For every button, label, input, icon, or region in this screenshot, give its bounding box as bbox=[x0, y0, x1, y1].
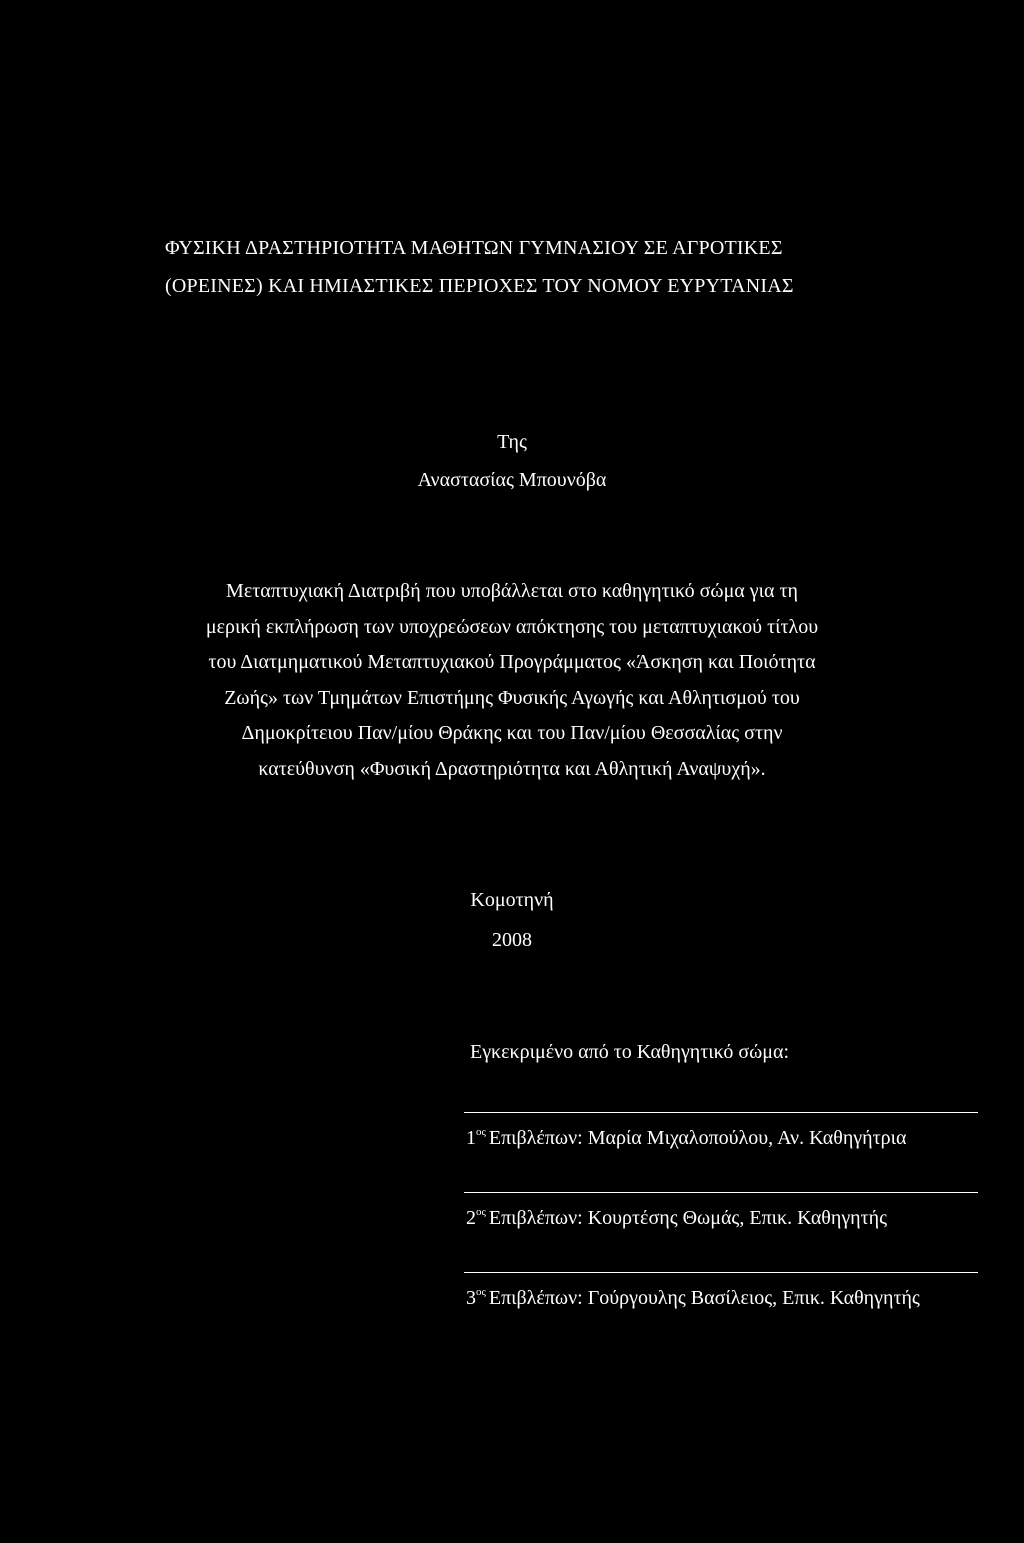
place-and-date bbox=[0, 880, 1024, 960]
member-ordinal-suffix: ος bbox=[476, 1206, 486, 1218]
signature-line bbox=[464, 1272, 978, 1273]
thesis-statement-line: κατεύθυνση «Φυσική Δραστηριότητα και Αθλητική Αναψυχή». bbox=[258, 757, 766, 780]
thesis-title-line-2: (ΟΡΕΙΝΕΣ) ΚΑΙ ΗΜΙΑΣΤΙΚΕΣ ΠΕΡΙΟΧΕΣ ΤΟΥ ΝΟΜΟΥ ΕΥΡΥΤΑΝΙΑΣ bbox=[165, 275, 794, 297]
author-block bbox=[0, 423, 1024, 499]
committee-member-text bbox=[466, 1198, 887, 1232]
author-name: Αναστασίας Μπουνόβα bbox=[417, 469, 607, 491]
member-role-name: Επιβλέπων: Γούργουλης Βασίλειος, Επικ. Καθηγητής bbox=[488, 1287, 920, 1309]
thesis-statement-line: του Διατμηματικού Μεταπτυχιακού Προγράμματος «Άσκηση και Ποιότητα bbox=[208, 651, 816, 673]
thesis-title-line-1: ΦΥΣΙΚΗ ΔΡΑΣΤΗΡΙΟΤΗΤΑ ΜΑΘΗΤΩΝ ΓΥΜΝΑΣΙΟΥ ΣΕ ΑΓΡΟΤΙΚΕΣ bbox=[165, 237, 783, 259]
approval-label: Εγκεκριμένο από το Καθηγητικό σώμα: bbox=[470, 1041, 790, 1063]
member-ordinal: 2 bbox=[466, 1207, 476, 1229]
year: 2008 bbox=[492, 929, 532, 951]
member-ordinal: 3 bbox=[466, 1287, 476, 1309]
committee-member-3 bbox=[464, 1272, 984, 1332]
author-prefix: Της bbox=[497, 431, 527, 453]
signature-line bbox=[464, 1112, 978, 1113]
member-ordinal: 1 bbox=[466, 1127, 476, 1149]
member-ordinal-suffix: ος bbox=[476, 1126, 486, 1138]
member-role-name: Επιβλέπων: Κουρτέσης Θωμάς, Επικ. Καθηγητής bbox=[488, 1207, 888, 1229]
thesis-title bbox=[165, 229, 885, 305]
thesis-statement bbox=[0, 574, 1024, 787]
committee-member-text bbox=[466, 1278, 920, 1312]
member-ordinal-suffix: ος bbox=[476, 1286, 486, 1298]
thesis-statement-line: μερική εκπλήρωση των υποχρεώσεων απόκτησης του μεταπτυχιακού τίτλου bbox=[205, 615, 819, 638]
thesis-statement-line: Ζωής» των Τμημάτων Επιστήμης Φυσικής Αγωγής και Αθλητισμού του bbox=[224, 686, 800, 709]
committee-member-2 bbox=[464, 1192, 984, 1252]
committee-member-1 bbox=[464, 1112, 984, 1172]
member-role-name: Επιβλέπων: Μαρία Μιχαλοπούλου, Αν. Καθηγήτρια bbox=[488, 1127, 907, 1149]
committee-member-text bbox=[466, 1118, 906, 1152]
signature-line bbox=[464, 1192, 978, 1193]
thesis-statement-line: Δημοκρίτειου Παν/μίου Θράκης και του Παν/μίου Θεσσαλίας στην bbox=[241, 722, 783, 744]
thesis-statement-line: Μεταπτυχιακή Διατριβή που υποβάλλεται στο καθηγητικό σώμα για τη bbox=[226, 580, 798, 602]
place: Κομοτηνή bbox=[470, 889, 554, 911]
